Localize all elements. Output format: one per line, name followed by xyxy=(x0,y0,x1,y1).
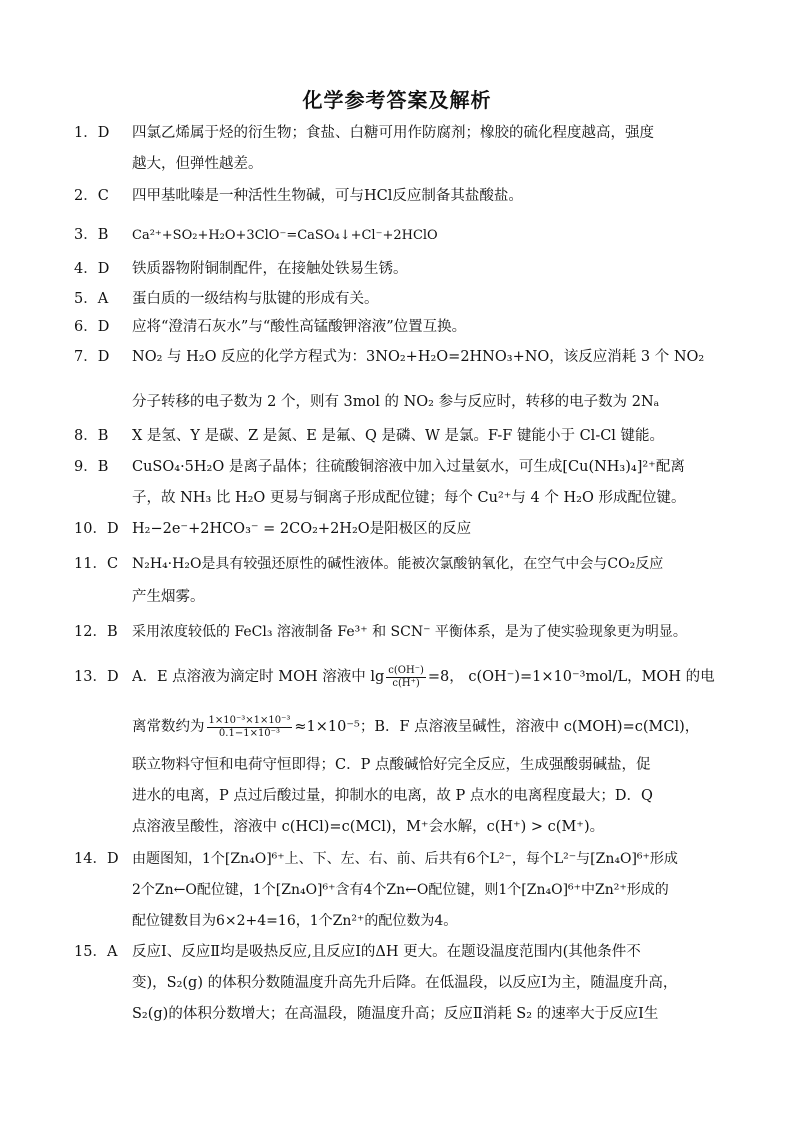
explanation-text: =8， xyxy=(427,669,464,685)
answer-number: 1．D xyxy=(74,125,110,141)
answer-number: 11．C xyxy=(74,556,119,572)
explanation-text: ≈1×10⁻⁵；B．F 点溶液呈碱性，溶液中 c(MOH)=c(MCl)， xyxy=(294,719,700,735)
explanation-line: 联立物料守恒和电荷守恒即得；C．P 点酸碱恰好完全反应，生成强酸弱碱盐，促 xyxy=(132,757,651,773)
answer-number: 5．A xyxy=(74,291,109,307)
fraction-denominator: 0.1−1×10⁻³ xyxy=(218,727,280,739)
explanation-line: X 是氢、Y 是碳、Z 是氮、E 是氟、Q 是磷、W 是氯。F-F 键能小于 Cl-Cl 键能。 xyxy=(132,428,665,444)
explanation-line: 四甲基吡嗪是一种活性生物碱，可与HCl反应制备其盐酸盐。 xyxy=(132,188,523,204)
page-title: 化学参考答案及解析 xyxy=(302,88,492,112)
explanation-line: 越大，但弹性越差。 xyxy=(132,156,263,172)
fraction-numerator: 1×10⁻³×1×10⁻³ xyxy=(208,714,291,726)
explanation-line: 进水的电离，P 点过后酸过量，抑制水的电离，故 P 点水的电离程度最大；D．Q xyxy=(132,788,653,804)
answer-number: 12．B xyxy=(74,624,118,640)
explanation-line: 由题图知，1个[Zn₄O]⁶⁺上、下、左、右、前、后共有6个L²⁻，每个L²⁻与[Zn₄O]⁶⁺形成 xyxy=(132,851,678,867)
answer-item-13-rest xyxy=(132,750,722,843)
explanation-line: NO₂ 与 H₂O 反应的化学方程式为：3NO₂+H₂O=2HNO₃+NO，该反应消耗 3 个 NO₂ xyxy=(132,349,705,365)
explanation-text: A．E 点溶液为滴定时 MOH 溶液中 lg xyxy=(132,669,385,685)
explanation-line xyxy=(132,662,722,693)
explanation-line: N₂H₄·H₂O是具有较强还原性的碱性液体。能被次氯酸钠氧化，在空气中会与CO₂反应 xyxy=(132,556,664,572)
explanation-line: 四氯乙烯属于烃的衍生物；食盐、白糖可用作防腐剂；橡胶的硫化程度越高，强度 xyxy=(132,125,654,141)
answer-number: 9．B xyxy=(74,459,109,475)
explanation-line: 应将“澄清石灰水”与“酸性高锰酸钾溶液”位置互换。 xyxy=(132,319,467,335)
answer-number: 2．C xyxy=(74,188,109,204)
explanation-line: CuSO₄·5H₂O 是离子晶体；往硫酸铜溶液中加入过量氨水，可生成[Cu(NH₃)₄]²⁺配离 xyxy=(132,459,685,475)
explanation-line: 配位键数目为6×2+4=16，1个Zn²⁺的配位数为4。 xyxy=(132,913,458,929)
fraction xyxy=(386,665,426,690)
answer-item-13-line2 xyxy=(132,712,722,743)
explanation-line: 变)，S₂(g) 的体积分数随温度升高先升后降。在低温段，以反应Ⅰ为主，随温度升高， xyxy=(132,975,678,991)
answer-number: 13．D xyxy=(74,669,119,685)
answer-number: 15．A xyxy=(74,944,118,960)
answer-number: 10．D xyxy=(74,521,119,537)
explanation-text: c(OH⁻)=1×10⁻³mol/L，MOH 的电 xyxy=(468,669,715,685)
explanation-line: 分子转移的电子数为 2 个，则有 3mol 的 NO₂ 参与反应时，转移的电子数为 2Nₐ xyxy=(132,394,660,410)
explanation-text: 离常数约为 xyxy=(132,719,205,735)
explanation-line: 子，故 NH₃ 比 H₂O 更易与铜离子形成配位键；每个 Cu²⁺与 4 个 H₂O 形成配位键。 xyxy=(132,490,686,506)
answer-number: 14．D xyxy=(74,851,119,867)
answer-number: 4．D xyxy=(74,261,110,277)
explanation-line: 蛋白质的一级结构与肽键的形成有关。 xyxy=(132,291,379,307)
explanation-line: 采用浓度较低的 FeCl₃ 溶液制备 Fe³⁺ 和 SCN⁻ 平衡体系，是为了使实验现象更为明显。 xyxy=(132,624,687,640)
fraction xyxy=(207,715,293,740)
answer-number: 8．B xyxy=(74,428,109,444)
explanation-line: S₂(g)的体积分数增大；在高温段，随温度升高；反应Ⅱ消耗 S₂ 的速率大于反应Ⅰ生 xyxy=(132,1006,659,1022)
answer-item-9-continued xyxy=(132,483,722,514)
explanation-line xyxy=(132,712,722,743)
fraction-numerator: c(OH⁻) xyxy=(388,664,424,676)
explanation-line: 反应Ⅰ、反应Ⅱ均是吸热反应,且反应Ⅰ的ΔH 更大。在题设温度范围内(其他条件不 xyxy=(132,944,641,960)
explanation-line: 产生烟雾。 xyxy=(132,589,205,605)
answer-number: 3．B xyxy=(74,227,109,243)
answer-number: 6．D xyxy=(74,319,110,335)
equation-line: Ca²⁺+SO₂+H₂O+3ClO⁻=CaSO₄↓+Cl⁻+2HClO xyxy=(132,228,438,243)
explanation-line: 2个Zn←O配位键，1个[Zn₄O]⁶⁺含有4个Zn←O配位键，则1个[Zn₄O]⁶⁺中Zn²⁺形成的 xyxy=(132,882,669,898)
equation-line: H₂−2e⁻+2HCO₃⁻ = 2CO₂+2H₂O是阳极区的反应 xyxy=(132,521,472,537)
fraction-denominator: c(H⁺) xyxy=(392,677,420,689)
explanation-line: 铁质器物附铜制配件，在接触处铁易生锈。 xyxy=(132,261,408,277)
answer-number: 7．D xyxy=(74,349,110,365)
explanation-line: 点溶液呈酸性，溶液中 c(HCl)=c(MCl)，M⁺会水解，c(H⁺) > c(M⁺)。 xyxy=(132,819,605,835)
